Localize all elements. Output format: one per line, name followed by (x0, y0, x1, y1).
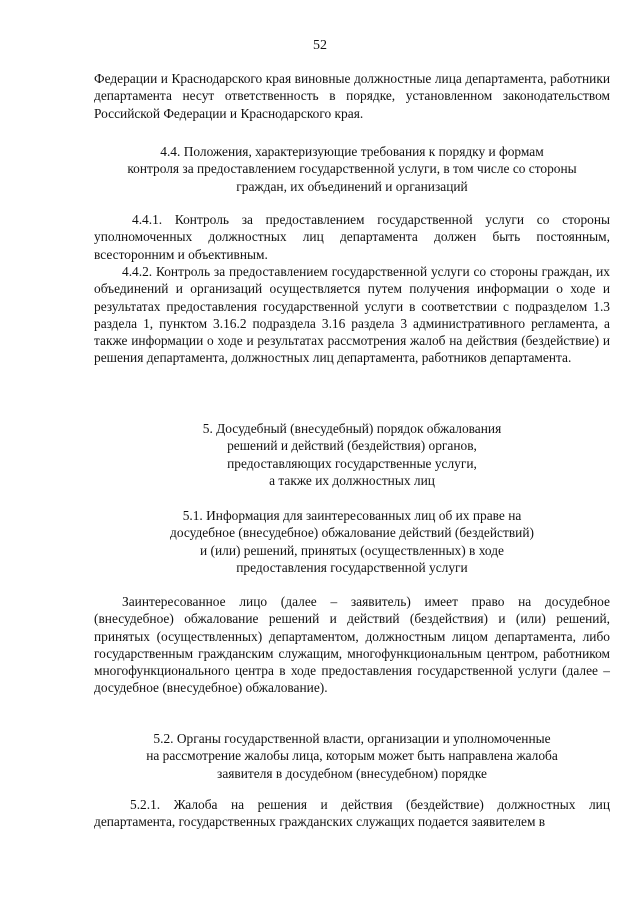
heading-4-4-line: граждан, их объединений и организаций (236, 178, 468, 194)
heading-5-2-line: 5.2. Органы государственной власти, организации и уполномоченные (153, 731, 551, 746)
heading-5-1-line: 5.1. Информация для заинтересованных лиц об их праве на (182, 508, 522, 523)
heading-5-2-line: на рассмотрение жалобы лица, которым может быть направлена жалоба (146, 748, 558, 764)
paragraph-5-1: Заинтересованное лицо (далее – заявитель) имеет право на досудебное (внесудебное) обжалование решений и действий (бездействия) и (или) решений, принятых (осуществленных) департаментом, должностным лицом департамента, либо государственным гражданским служащим, многофункциональным центром, работником многофункционального центра в ходе предоставления государственной услуги (далее – досудебное (внесудебное) обжалование). (94, 594, 610, 696)
heading-5-1-line: предоставления государственной услуги (236, 559, 468, 575)
heading-4-4 (94, 143, 610, 195)
heading-5-line: предоставляющих государственные услуги, (227, 455, 477, 471)
heading-5-line: решений и действий (бездействия) органов, (227, 438, 477, 454)
heading-4-4-line: контроля за предоставлением государственной услуги, в том числе со стороны (127, 161, 577, 177)
heading-5-line: 5. Досудебный (внесудебный) порядок обжалования (202, 421, 502, 436)
paragraph-4-4-2: 4.4.2. Контроль за предоставлением государственной услуги со стороны граждан, их объединений и организаций осуществляется путем получения информации о ходе и результатах предоставления государственной услуги в соответствии с подразделом 1.3 раздела 1, пунктом 3.16.2 подраздела 3.16 раздела 3 административного регламента, а также информации о ходе и результатах рассмотрения жалоб на действия (бездействие) и решения департамента, должностных лиц департамента, работников департамента. (94, 264, 610, 366)
heading-5-2 (94, 730, 610, 782)
heading-5-1-line: досудебное (внесудебное) обжалование действий (бездействий) (170, 525, 534, 541)
heading-5-line: а также их должностных лиц (269, 472, 435, 488)
heading-5-1-line: и (или) решений, принятых (осуществленных) в ходе (200, 542, 504, 558)
intro-paragraph: Федерации и Краснодарского края виновные должностные лица департамента, работники департамента несут ответственность в порядке, установленном законодательством Российской Федерации и Краснодарского края. (94, 71, 610, 121)
paragraph-5-2-1: 5.2.1. Жалоба на решения и действия (бездействие) должностных лиц департамента, государственных гражданских служащих подается заявителем в (94, 797, 610, 830)
heading-4-4-line: 4.4. Положения, характеризующие требования к порядку и формам (160, 144, 544, 159)
heading-5 (94, 420, 610, 489)
heading-5-2-line: заявителя в досудебном (внесудебном) порядке (217, 765, 487, 781)
paragraph-4-4-1: 4.4.1. Контроль за предоставлением государственной услуги со стороны уполномоченных должностных лиц департамента должен быть постоянным, всесторонним и объективным. (94, 212, 610, 262)
heading-5-1 (94, 507, 610, 576)
page-number: 52 (313, 38, 327, 53)
